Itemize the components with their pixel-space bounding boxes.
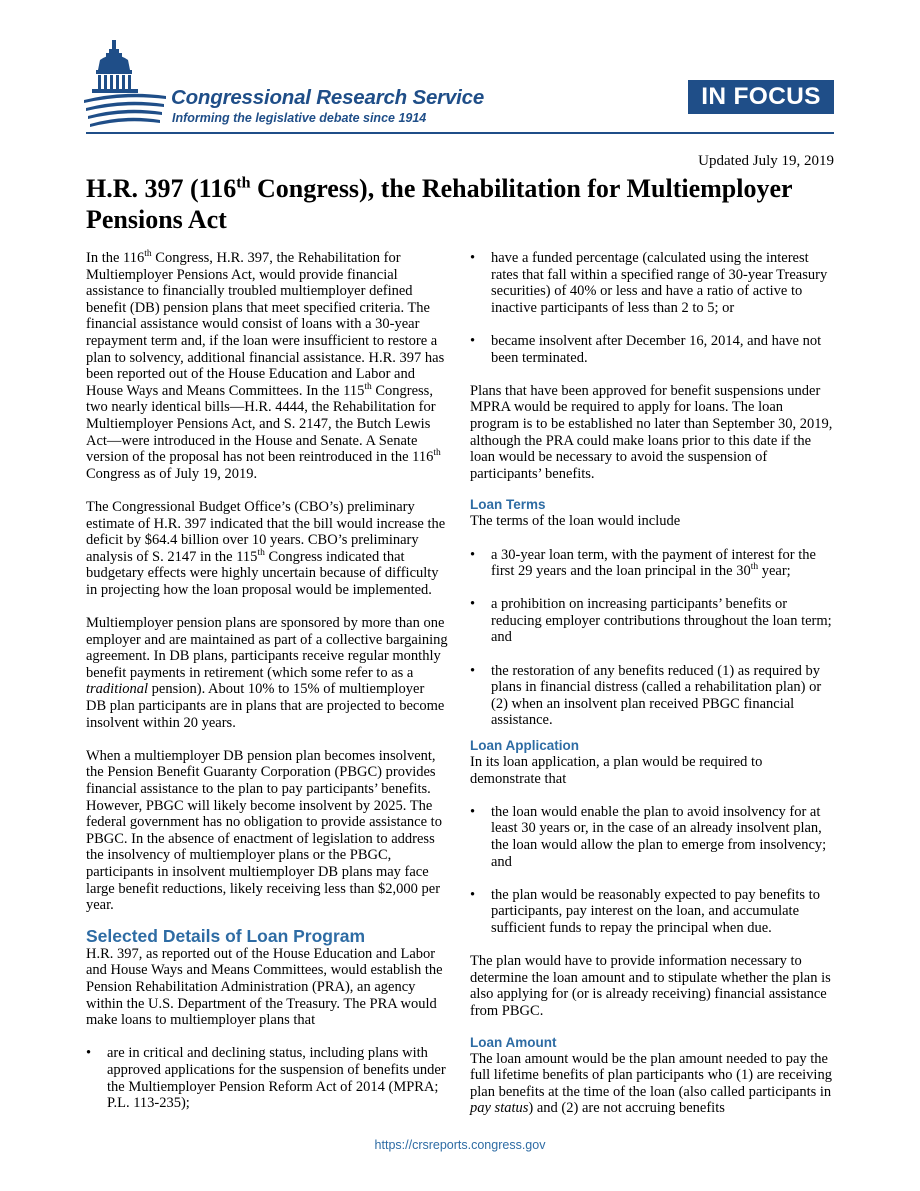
list-item: • the restoration of any benefits reduced (1) as required by plans in financial distress (called a rehabilitation plan) or (2) when an insolvent plan received PBGC financial assistance.: [470, 662, 822, 729]
list-item: • are in critical and declining status, including plans with approved applications for the suspension of benefits under the Multiemployer Pension Reform Act of 2014 (MPRA; P.L. 113-235);: [86, 1045, 446, 1112]
in-focus-badge: IN FOCUS: [688, 80, 834, 114]
page-title: H.R. 397 (116th Congress), the Rehabilitation for Multiemployer Pensions Act: [86, 174, 793, 234]
information-paragraph: The plan would have to provide information necessary to determine the loan amount and to stipulate whether the plan is also applying for (or is already receiving) financial assistance from PBGC.: [470, 953, 831, 1019]
bullet-icon: •: [470, 803, 476, 820]
intro-paragraph: In the 116th Congress, H.R. 397, the Rehabilitation for Multiemployer Pensions Act, would provide financial assistance to financially troubled multiemployer defined benefit (DB) pension plans that meet specified criteria. The financial assistance would consist of loans with a 30-year repayment term and, if the loan were insufficient to restore a plan to solvency, additional financial assistance. H.R. 397 has been reported out of the House Education and Labor and House Ways and Means Committees. In the 115th Congress, two nearly identical bills—H.R. 4444, the Rehabilitation for Multiemployer Pensions Act, and S. 2147, the Butch Lewis Act—were introduced in the House and Senate. A Senate version of the proposal has not been reintroduced in the 116th Congress as of July 19, 2019.: [86, 249, 445, 482]
section-heading-loan-program: Selected Details of Loan Program: [86, 925, 366, 946]
multiemployer-paragraph: Multiemployer pension plans are sponsored by more than one employer and are maintained as part of a collective bargaining agreement. In DB plans, participants receive regular monthly benefit payments in retirement (which some refer to as a traditional pension). About 10% to 15% of multiemployer DB plan participants are in plans that are projected to become insolvent within 20 years.: [86, 615, 448, 731]
list-item: • have a funded percentage (calculated using the interest rates that fall within a specified range of 30-year Treasury securities) of 40% or less and have a ratio of active to inactive participants of less than 2 to 5; or: [470, 250, 828, 316]
list-item: • a 30-year loan term, with the payment of interest for the first 29 years and the loan principal in the 30th year;: [470, 546, 816, 580]
org-tagline: Informing the legislative debate since 1914: [172, 111, 427, 125]
list-item: • the loan would enable the plan to avoid insolvency for at least 30 years or, in the case of an already insolvent plan, the loan would allow the plan to emerge from insolvency; and: [470, 803, 827, 870]
subheading-loan-amount: Loan Amount: [470, 1034, 557, 1050]
eligibility-list-continued: [470, 250, 834, 366]
right-column: [470, 250, 834, 1134]
loan-application-intro: In its loan application, a plan would be required to demonstrate that: [470, 754, 763, 787]
pra-paragraph: H.R. 397, as reported out of the House Education and Labor and House Ways and Means Committees, would establish the Pension Rehabilitation Administration (PRA), an agency within the U.S. Department of the Treasury. The PRA would make loans to multiemployer plans that: [86, 945, 443, 1029]
cbo-paragraph: The Congressional Budget Office’s (CBO’s) preliminary estimate of H.R. 397 indicated that the bill would increase the deficit by $64.4 billion over 10 years. CBO’s preliminary analysis of S. 2147 in the 115th Congress indicated that budgetary effects were highly uncertain because of difficulty in projecting how the loan proposal would be implemented.: [86, 498, 446, 598]
left-column: [86, 250, 448, 1128]
list-item: • a prohibition on increasing participants’ benefits or reducing employer contributions throughout the loan term; and: [470, 596, 832, 646]
eligibility-list: [86, 1045, 448, 1111]
bullet-icon: •: [470, 596, 476, 613]
bullet-icon: •: [470, 546, 476, 563]
report-header: [0, 0, 920, 140]
bullet-icon: •: [470, 886, 476, 903]
capitol-dome-logo: [84, 40, 166, 128]
header-divider: [86, 132, 834, 134]
bullet-icon: •: [86, 1045, 92, 1062]
subheading-loan-terms: Loan Terms: [470, 497, 546, 513]
org-name: Congressional Research Service: [171, 86, 485, 109]
subheading-loan-application: Loan Application: [470, 738, 579, 754]
bullet-icon: •: [470, 332, 476, 349]
loan-application-list: [470, 804, 834, 937]
updated-date: Updated July 19, 2019: [698, 153, 834, 169]
list-item: • became insolvent after December 16, 2014, and have not been terminated.: [470, 332, 822, 366]
mpra-paragraph: Plans that have been approved for benefit suspensions under MPRA would be required to apply for loans. The loan program is to be established no later than September 30, 2019, although the PRA could make loans prior to this date if the loan would be necessary to avoid the suspension of participants’ benefits.: [470, 382, 833, 482]
insolvency-paragraph: When a multiemployer DB pension plan becomes insolvent, the Pension Benefit Guaranty Corporation (PBGC) provides financial assistance to the plan to pay participants’ benefits. However, PBGC will likely become insolvent by 2025. The federal government has no obligation to provide assistance to PBGC. In the absence of enactment of legislation to address the insolvency of multiemployer plans or the PBGC, participants in insolvent multiemployer DB plans may face large benefit reductions, likely receiving less than $2,000 per year.: [86, 747, 442, 914]
loan-terms-intro: The terms of the loan would include: [470, 513, 681, 530]
list-item: • the plan would be reasonably expected to pay benefits to participants, pay interest on the loan, and accumulate sufficient funds to repay the principal when due.: [470, 886, 820, 936]
loan-amount-paragraph: The loan amount would be the plan amount needed to pay the full lifetime benefits of plan participants who (1) are receiving plan benefits at the time of the loan (also called participants in pay status) and (2) are not accruing benefits: [470, 1050, 832, 1117]
bullet-icon: •: [470, 250, 476, 266]
footer-link[interactable]: https://crsreports.congress.gov: [374, 1138, 546, 1152]
bullet-icon: •: [470, 662, 476, 679]
loan-terms-list: [470, 547, 834, 730]
